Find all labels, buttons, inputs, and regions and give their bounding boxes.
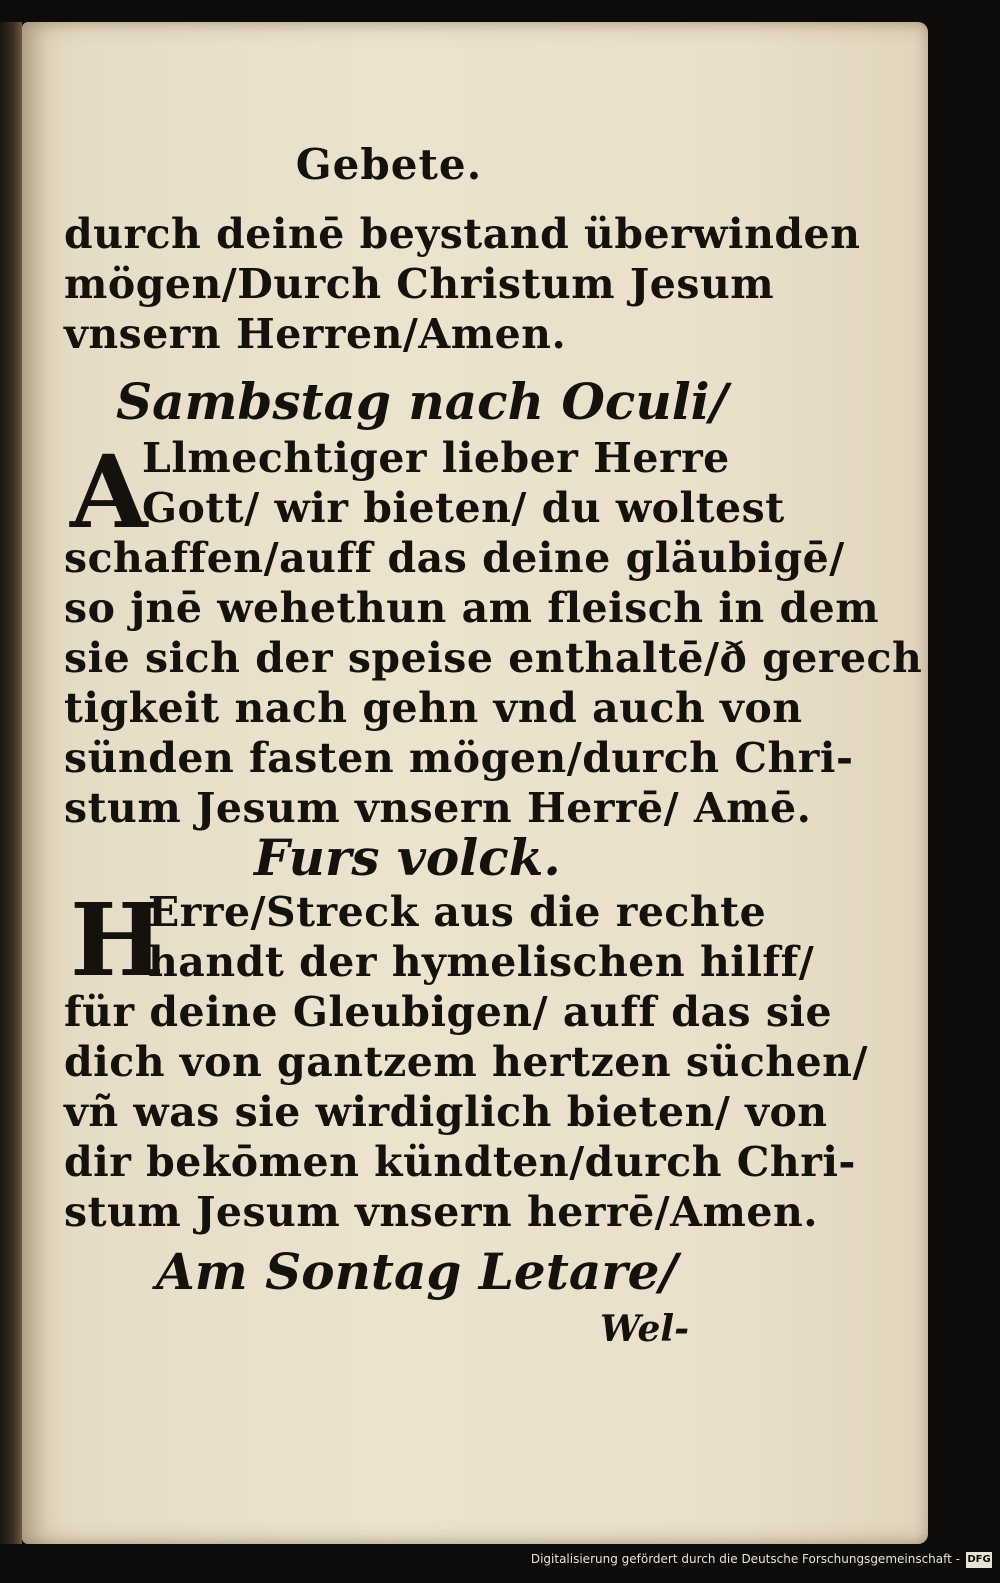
text-line: vnsern Herren/Amen.	[64, 310, 567, 358]
text-line: dich von gantzem hertzen süchen/	[64, 1038, 868, 1086]
text-line: Gott/ wir bieten/ du woltest	[142, 484, 785, 532]
running-header: Gebete.	[295, 140, 483, 189]
text-line: Llmechtiger lieber Herre	[142, 434, 730, 482]
text-line: schaffen/auff das deine gläubigē/	[64, 534, 845, 582]
text-line: stum Jesum vnsern herrē/Amen.	[64, 1188, 819, 1236]
section-heading-sambstag: Sambstag nach Oculi/	[116, 372, 728, 431]
text-line: vñ was sie wirdiglich bieten/ von	[64, 1088, 828, 1136]
text-line: stum Jesum vnsern Herrē/ Amē.	[64, 784, 812, 832]
dfg-logo: DFG	[966, 1552, 992, 1568]
text-line: dir bekōmen kündten/durch Chri-	[64, 1138, 856, 1186]
text-line: Erre/Streck aus die rechte	[148, 888, 767, 936]
drop-cap-h: H	[70, 881, 165, 999]
section-heading-sontag-letare: Am Sontag Letare/	[156, 1242, 678, 1301]
section-heading-furs-volck: Furs volck.	[254, 828, 561, 887]
text-line: so jnē wehethun am fleisch in dem	[64, 584, 880, 632]
book-page	[22, 22, 928, 1544]
catchword: Wel-	[600, 1308, 690, 1350]
text-line: für deine Gleubigen/ auff das sie	[64, 988, 833, 1036]
drop-cap-a: A	[70, 433, 148, 551]
text-line: tigkeit nach gehn vnd auch von	[64, 684, 803, 732]
text-line: handt der hymelischen hilff/	[148, 938, 815, 986]
text-line: durch deinē beystand überwinden	[64, 210, 861, 258]
text-line: sie sich der speise enthaltē/ð gerech	[64, 634, 923, 682]
text-line: mögen/Durch Christum Jesum	[64, 260, 775, 308]
text-line: sünden fasten mögen/durch Chri-	[64, 734, 854, 782]
funding-credit: Digitalisierung gefördert durch die Deutsche Forschungsgemeinschaft -	[530, 1552, 960, 1566]
book-spine	[0, 22, 22, 1544]
